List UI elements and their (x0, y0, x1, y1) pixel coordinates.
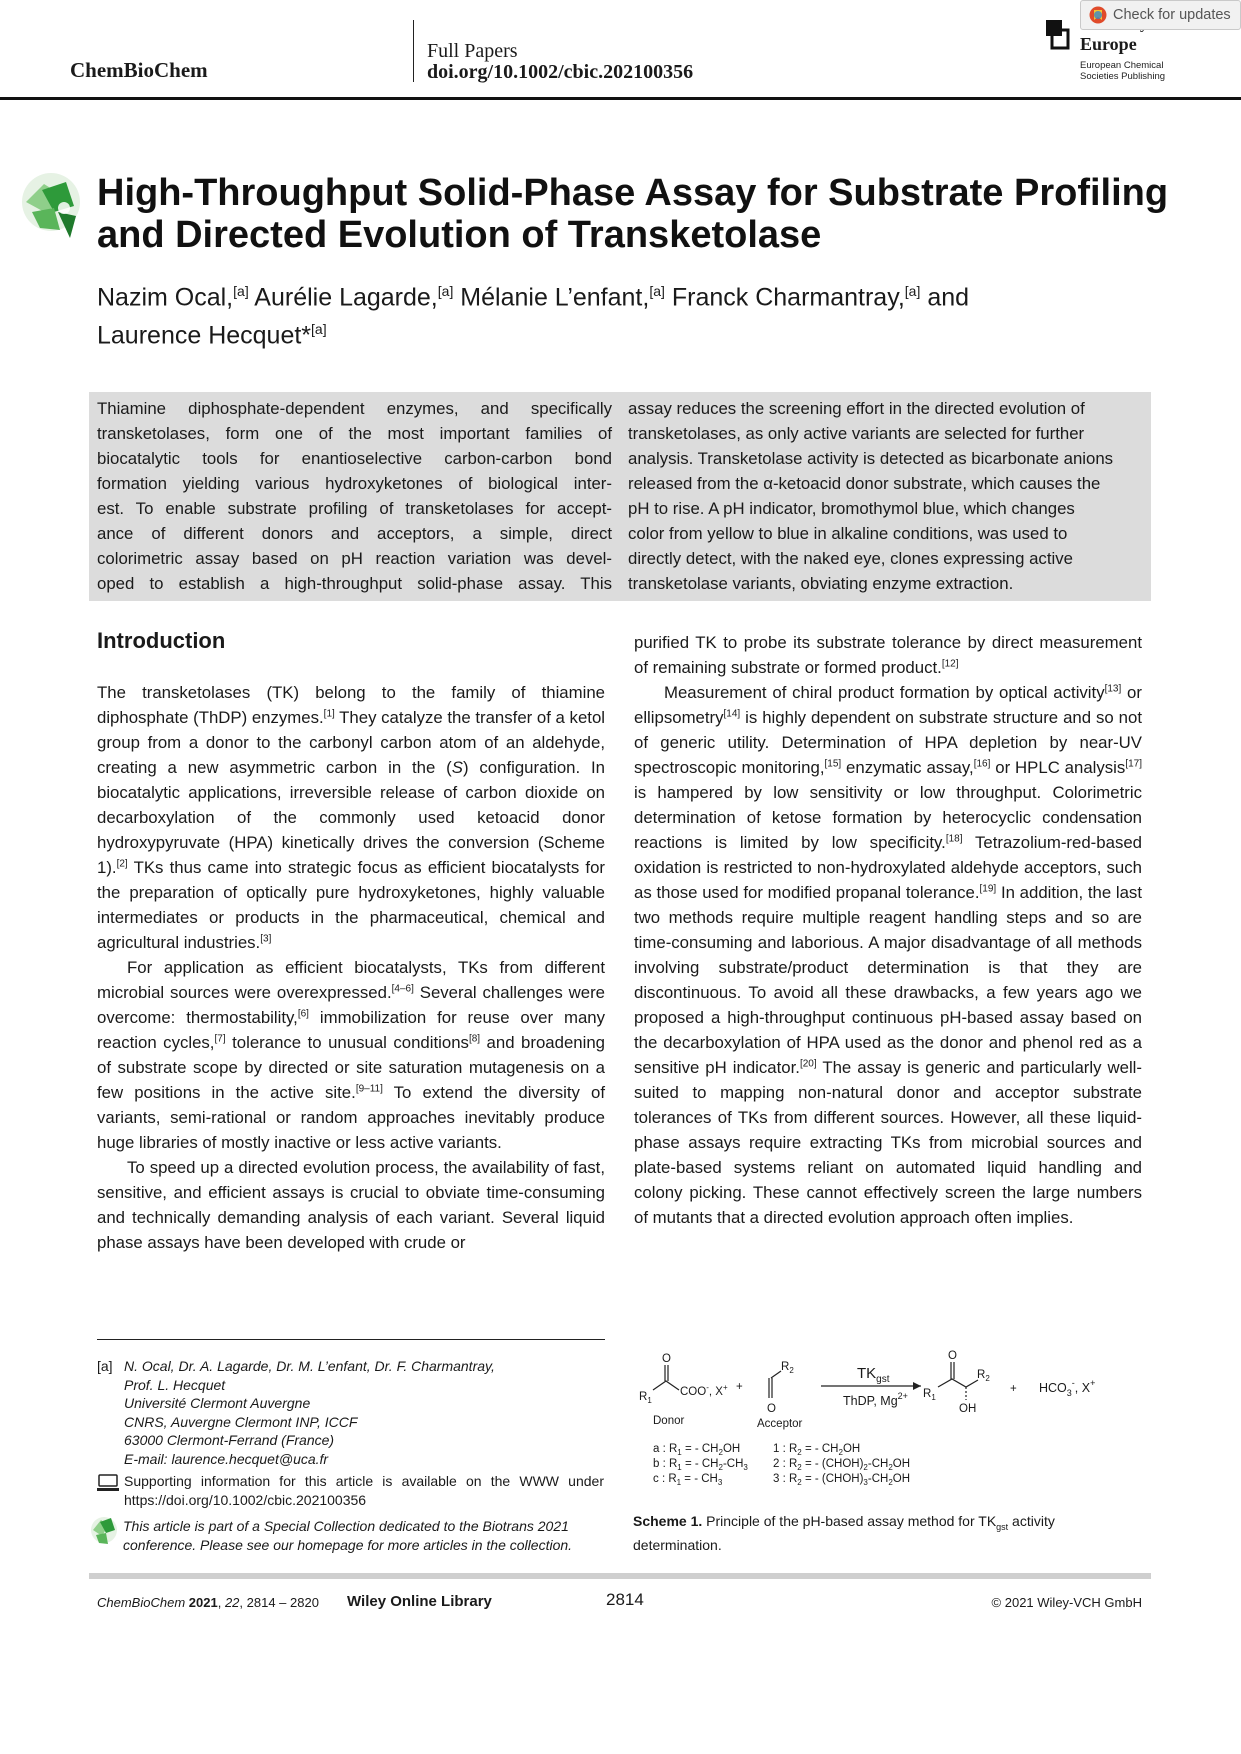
donor-b: b : $R_1$ = - $CH_2-CH_3$ (653, 1458, 748, 1472)
abstract-left-column (97, 396, 612, 596)
text-run: They catalyze the transfer of a ketol group from a donor to the carbonyl carbon atom of an aldehyde, creating a new asymmetric carbon in the ( (97, 708, 606, 777)
citation-ref: [13] (1104, 683, 1122, 695)
text-run: The transketolases (TK) belong to the family of thiamine diphosphate (ThDP) enzymes. (97, 683, 605, 727)
biotrans-collection-small-icon (90, 1514, 118, 1550)
abstract-line: transketolases, form one of the most important families of (97, 424, 612, 443)
text-run: To extend the diversity of variants, semi-rational or random approaches inevitably produce huge libraries of mostly inactive or less active variants. (97, 1083, 605, 1152)
author-name: Nazim Ocal, (97, 283, 234, 312)
abstract-line: oped to establish a high-throughput solid-phase assay. This (97, 574, 612, 593)
body-column-left (97, 680, 605, 1255)
plus-sign-1: + (736, 1381, 743, 1393)
author-affiliation-mark: [a] (904, 283, 921, 299)
acceptor-3: 3 : $R_2$ = - $(CHOH)_3-CH_2OH$ (773, 1473, 911, 1487)
footer-year: 2021 (188, 1595, 218, 1610)
wiley-online-library-link[interactable]: Wiley Online Library (347, 1593, 492, 1610)
text-run: The assay is generic and particularly well-suited to mapping non-natural donor and acceptor substrate tolerances of TKs from different sources. However, all these liquid-phase assays require extracting TKs from microbial sources and plate-based systems reliant on automated liquid handling and colony picking. These cannot effectively screen the large numbers of mutants that a directed evolution approach often implies. (634, 1058, 1142, 1227)
abstract-line: directly detect, with the naked eye, clones expressing active (628, 549, 1073, 568)
abstract-line: colorimetric assay based on pH reaction variation was devel- (97, 549, 612, 568)
supporting-info-text[interactable]: Supporting information for this article is available on the WWW under https://doi.org/10.1002/cbic.202100356 (124, 1473, 604, 1508)
author-name: Aurélie Lagarde, (254, 283, 438, 312)
footer-volume: 22 (224, 1595, 240, 1610)
abstract-line: ance of different donors and acceptors, a simple, direct (97, 524, 612, 543)
body-paragraph (97, 1155, 605, 1255)
donor-oxygen: O (662, 1353, 671, 1365)
citation-ref: [2] (116, 858, 128, 870)
acceptor-structure (757, 1361, 803, 1430)
abstract-line: est. To enable substrate profiling of transketolases for accept- (97, 499, 612, 518)
text-run: To speed up a directed evolution process, the availability of fast, sensitive, and efficient assays is crucial to obviate time-consuming and technically demanding analysis of each variant. Several liquid phase assays have been developed with crude or (97, 1158, 605, 1252)
citation-ref: [6] (297, 1008, 309, 1020)
abstract-line: transketolases, as only active variants are selected for further (628, 424, 1085, 443)
bicarbonate: $HCO_3^-$, X+ (1039, 1378, 1096, 1398)
abstract-line: Thiamine diphosphate-dependent enzymes, and specifically (97, 399, 612, 418)
acceptor-label: Acceptor (757, 1418, 803, 1430)
section-heading-introduction: Introduction (97, 628, 226, 653)
citation-ref: [16] (973, 758, 991, 770)
scheme-caption-label: Scheme 1. (633, 1513, 703, 1529)
italic-text: S (451, 758, 463, 777)
footnote-rule (97, 1339, 605, 1340)
text-run: Tetrazolium-red-based oxidation is restricted to non-hydroxylated aldehyde acceptors, such as those used for modified propanal tolerance. (634, 833, 1142, 902)
author-affiliation-mark: [a] (437, 283, 454, 299)
abstract-box (89, 392, 1151, 601)
text-run: purified TK to probe its substrate tolerance by direct measurement of remaining substrate or formed product. (634, 633, 1142, 677)
reaction-arrow (821, 1365, 921, 1408)
abstract-line: biocatalytic tools for enantioselective carbon-carbon bond (97, 449, 612, 468)
journal-name: ChemBioChem (70, 58, 208, 82)
citation-ref: [17] (1125, 758, 1142, 770)
biotrans-collection-icon (20, 172, 82, 244)
check-for-updates-label: Check for updates (1113, 7, 1231, 23)
donor-label: Donor (653, 1415, 685, 1427)
abstract-line: color from yellow to blue in alkaline conditions, was used to (628, 524, 1068, 543)
citation-ref: [19] (979, 883, 997, 895)
product-hydroxyl: OH (959, 1403, 977, 1415)
abstract-line: formation yielding various hydroxyketones of biological inter- (97, 474, 612, 493)
text-run: is hampered by low sensitivity or low throughput. Colorimetric determination of ketose formation by heterocyclic condensation reactions is limited by low specificity. (634, 783, 1142, 852)
svg-text:ThDP, Mg2+: ThDP, $Mg^{2+}$ (843, 1391, 908, 1408)
product-oxygen: O (948, 1350, 957, 1362)
author-list: Nazim Ocal,[a] Aurélie Lagarde,[a] Mélanie L’enfant,[a] Franck Charmantray,[a] and Laurence Hecquet*[a] (97, 283, 970, 350)
check-for-updates-button[interactable] (1080, 0, 1241, 30)
donor-carboxylate: COO (680, 1386, 707, 1398)
donor-list (653, 1443, 748, 1487)
doi-link[interactable]: doi.org/10.1002/cbic.202100356 (427, 61, 694, 83)
scheme-caption-sub: gst (996, 1521, 1009, 1532)
footer-rule (89, 1573, 1151, 1579)
computer-icon (97, 1474, 119, 1492)
svg-text:R2: $R_2$ (977, 1369, 990, 1383)
product-structure (923, 1350, 990, 1415)
svg-text:TKgst: $TK_{gst}$ (857, 1365, 890, 1385)
body-paragraph (97, 955, 605, 1155)
citation-ref: [20] (799, 1058, 817, 1070)
author-affiliation-mark: [a] (649, 283, 665, 299)
text-run: or ellipsometry (634, 683, 1142, 727)
author-affiliation-mark: [a] (233, 283, 249, 299)
donor-r1: R (639, 1391, 648, 1403)
scheme-caption (633, 1512, 1133, 1555)
citation-ref: [15] (824, 758, 842, 770)
special-collection-text[interactable]: This article is part of a Special Collection dedicated to the Biotrans 2021 conference. Please see our homepage for more articles in the collection. (123, 1518, 573, 1553)
abstract-line: analysis. Transketolase activity is detected as bicarbonate anions (628, 449, 1114, 468)
abstract-line: released from the α-ketoacid donor substrate, which causes the (628, 474, 1101, 493)
plus-sign-2: + (1010, 1383, 1017, 1395)
author-name: Franck Charmantray, (671, 283, 905, 312)
citation-ref: [8] (468, 1033, 481, 1045)
body-column-right (634, 630, 1142, 1230)
section-type: Full Papers (427, 40, 518, 62)
text-run: ) configuration. In biocatalytic applications, irreversible release of carbon dioxide on decarboxylation of the commonly used ketoacid donor hydroxypyruvate (HPA) kinetically drives the conversion (Scheme 1). (97, 758, 605, 877)
text-run: enzymatic assay, (841, 758, 974, 777)
svg-text:R2: $R_2$ (781, 1361, 794, 1375)
citation-ref: [14] (723, 708, 741, 720)
publisher-subtitle: European Chemical Societies Publishing (1080, 60, 1166, 82)
footer-citation: ChemBioChem 2021, 22, 2814 – 2820 (97, 1595, 319, 1610)
svg-text:R1: $R_1$ (639, 1391, 652, 1405)
page-number: 2814 (606, 1590, 644, 1609)
copyright: © 2021 Wiley-VCH GmbH (991, 1595, 1142, 1610)
footer-journal: ChemBioChem (97, 1595, 186, 1610)
product-r1: R (923, 1388, 932, 1400)
article-title: High-Throughput Solid-Phase Assay for Substrate Profiling and Directed Evolution of Transketolase (97, 172, 1169, 256)
author-name: Mélanie L’enfant, (460, 283, 650, 312)
donor-c: c : $R_1$ = - $CH_3$ (653, 1473, 723, 1487)
body-paragraph (97, 680, 605, 955)
donor-structure (639, 1353, 728, 1427)
citation-ref: [9–11] (355, 1083, 383, 1095)
author-affiliation-mark: [a] (311, 321, 327, 338)
scheme-1-reaction (633, 1340, 1153, 1510)
affiliation-tag: [a] (97, 1358, 113, 1374)
scheme-caption-text-b: activity determination. (633, 1513, 1055, 1554)
cofactors: ThDP, Mg (843, 1394, 898, 1408)
text-run: In addition, the last two methods require multiple reagent handling steps and so are time-consuming and laborious. A major disadvantage of all methods involving substrate/product determination is that they are discontinuous. To avoid all these drawbacks, a few years ago we proposed a high-throughput continuous pH-based assay based on the decarboxylation of HPA used as the donor and phenol red as a sensitive pH indicator. (634, 883, 1142, 1077)
author-name: Laurence Hecquet* (97, 321, 312, 350)
abstract-line: assay reduces the screening effort in the directed evolution of (628, 399, 1085, 418)
citation-ref: [18] (945, 833, 963, 845)
chemistry-europe-logo-icon (1046, 20, 1072, 52)
publisher-name: Europe (1080, 34, 1137, 54)
acceptor-1: 1 : $R_2$ = - $CH_2OH$ (773, 1443, 861, 1457)
abstract-right-column (628, 396, 1143, 596)
affiliation-text: N. Ocal, Dr. A. Lagarde, Dr. M. L’enfant, Dr. F. Charmantray, Prof. L. Hecquet Université Clermont Auvergne CNRS, Auvergne Clermont INP, ICCF 63000 Clermont-Ferrand (France) E-mail: laurence.hecquet@uca.fr (124, 1358, 495, 1467)
svg-text:R1: $R_1$ (923, 1388, 936, 1402)
citation-ref: [4–6] (391, 983, 414, 995)
body-paragraph (634, 680, 1142, 1230)
abstract-line: transketolase variants, obviating enzyme extraction. (628, 574, 1014, 593)
text-run: is highly dependent on substrate structure and so not of generic utility. Determination of HPA depletion by near-UV spectroscopic monitoring, (634, 708, 1142, 777)
header-rule (0, 97, 1241, 100)
abstract-line: pH to rise. A pH indicator, bromothymol blue, which changes (628, 499, 1075, 518)
citation-ref: [3] (260, 933, 272, 945)
text-run: and broadening of substrate scope by directed or site saturation mutagenesis on a few positions in the active site. (97, 1033, 606, 1102)
header-divider (413, 20, 414, 82)
acceptor-oxygen: O (767, 1403, 776, 1415)
crossmark-icon (1089, 6, 1107, 24)
text-run: Measurement of chiral product formation by optical activity (664, 683, 1105, 702)
body-paragraph (634, 630, 1142, 680)
donor-a: a : $R_1$ = - $CH_2OH$ (653, 1443, 741, 1457)
text-run: tolerance to unusual conditions (225, 1033, 469, 1052)
text-run: or HPLC analysis (990, 758, 1126, 777)
product-r2: R (977, 1369, 986, 1381)
text-run: TKs thus came into strategic focus as efficient biocatalysts for the preparation of optically pure hydroxyketones, highly valuable intermediates or products in the pharmaceutical, chemical and agricultural industries. (97, 858, 605, 952)
footer-pages: , 2814 – 2820 (239, 1595, 319, 1610)
scheme-caption-text-a: Principle of the pH-based assay method for TK (702, 1513, 997, 1529)
acceptor-r2: R (781, 1361, 790, 1373)
citation-ref: [1] (323, 708, 335, 720)
svg-text:COO-, X+: COO-, X+ (680, 1383, 728, 1398)
citation-ref: [12] (941, 658, 959, 670)
acceptor-2: 2 : $R_2$ = - $(CHOH)_2-CH_2OH$ (773, 1458, 911, 1472)
acceptor-list (773, 1443, 910, 1487)
text-run: Several challenges were overcome: thermostability, (97, 983, 605, 1027)
text-run: For application as efficient biocatalysts, TKs from different microbial sources were overexpressed. (97, 958, 605, 1002)
enzyme-name: TK (857, 1365, 877, 1382)
text-run: immobilization for reuse over many reaction cycles, (97, 1008, 605, 1052)
citation-ref: [7] (214, 1033, 226, 1045)
